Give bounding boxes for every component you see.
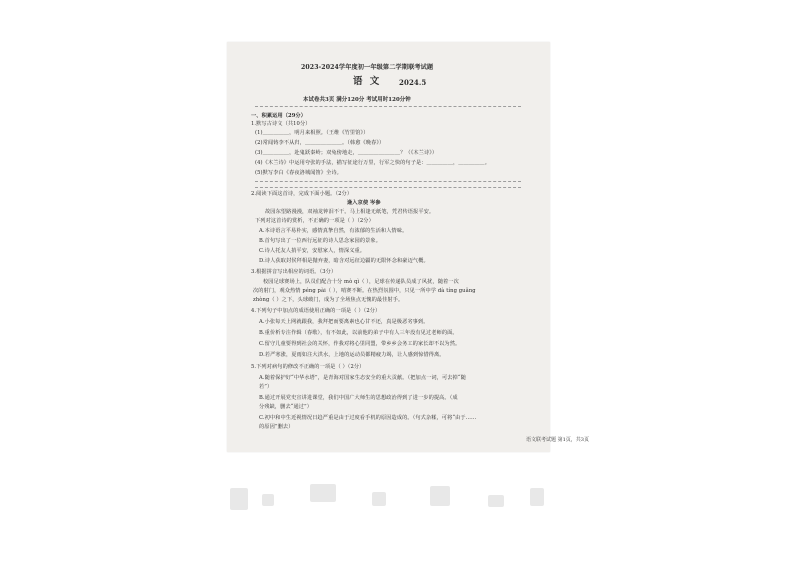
option: A.随着保护好“中华水塔”，是青海对国家生态安全的重大贡献。（把加点一词，可去掉“随 — [259, 375, 466, 381]
scan-artifact — [310, 484, 336, 502]
exam-paper — [227, 42, 550, 452]
exam-meta: 本试卷共3页 满分120分 考试用时120分钟 — [303, 97, 411, 103]
option: B.通过开展党史宣讲进课堂，我们中国广大师生的思想政治得到了进一步的提高。（成 — [259, 395, 458, 401]
poem-title: 逢入京使 岑参 — [347, 200, 381, 206]
option: D.诗人获取封侯拜相是抛弃妻，暗含对远征边疆的无限怀念和豪迈气概。 — [259, 258, 429, 264]
option: B.首句写出了一位西行远征的诗人思念家园的景象。 — [259, 238, 381, 244]
scan-artifact — [530, 488, 544, 506]
question-line: (3)＿＿＿＿＿，赴鬼跃秦岭；双兔傍地走，＿＿＿＿＿＿＿＿？（《木兰诗》） — [255, 150, 438, 156]
poem-text: 故园东望路漫漫，双袖龙钟泪不干。马上相逢无纸笔，凭君传语报平安。 — [265, 209, 435, 215]
exam-date: 2024.5 — [399, 78, 427, 87]
section-heading: 一、积累运用（29分） — [251, 113, 307, 119]
question-line: zhòng（ ）之下，头球破门，成为了全场焦点无愧的最佳射手。 — [253, 297, 404, 303]
option: C.初中和中生近视情况日趋严重是由于过度看手机的原因造成的。（句式杂糅，可将“由于…… — [259, 415, 477, 421]
option: A.本诗语言平易朴实，感情真挚自然，有浓郁的生活和人情味。 — [259, 228, 408, 234]
exam-title: 2023-2024学年度初一年级第二学期联考试题 — [301, 64, 434, 71]
scan-artifact — [372, 492, 386, 506]
scan-artifact — [430, 486, 450, 506]
question-heading: 1.默写古诗文（共10分） — [251, 121, 311, 127]
option: 分残缺，删去“通过”） — [259, 404, 313, 410]
subject-heading: 语 文 — [353, 76, 382, 87]
question-heading: 4.下列句子中加点的成语使用正确的一项是（ ）（2分） — [251, 308, 381, 314]
question-heading: 3.根据拼音写出相应的词语。（3分） — [251, 269, 337, 275]
question-heading: 2.阅读下面这首诗，完成下面小题。（2分） — [251, 191, 353, 197]
option: 若”） — [259, 384, 273, 390]
page-footer: 语文联考试题 第1页，共3页 — [526, 437, 589, 443]
header-divider — [255, 106, 521, 107]
option: B.重价析专注作辑（春歌），有不如此，以前他的弟子中有人三年没有见过老师的面。 — [259, 330, 458, 336]
option: 的原因”删去） — [259, 424, 294, 430]
question-prompt: 下列对这首诗的赏析，不正确的一项是（ ）（2分） — [255, 218, 374, 224]
option: D.若严寒涨，夏雨如注大洪水，上地的运动员都精疲力竭，让人感到惊惜得离。 — [259, 352, 445, 358]
scan-artifact — [230, 488, 248, 510]
question-line: 校园足球赛场上，队员们配合十分 mò qì（ ），足球在传递队员成了风扰，随着一次 — [263, 279, 459, 285]
option: C.留守儿童要得到社会的关怀，作我对将心里同盟，带乡乡会务工的家长却不以为然。 — [259, 341, 461, 347]
scan-artifact — [488, 495, 504, 507]
question-line: (5)默写李白《春夜洛城闻笛》全诗。 — [255, 170, 342, 176]
answer-line — [255, 187, 521, 188]
answer-line — [255, 181, 521, 182]
question-line: (2)常闻铸李不从归，＿＿＿＿＿＿＿。（韩愈《晚春》） — [255, 140, 385, 146]
option: C.诗人托友人捎平安，安慰家人，情深义重。 — [259, 248, 366, 254]
question-heading: 5.下列对病句的修改不正确的一项是（ ）（2分） — [251, 364, 365, 370]
option: A.小张每天上网就跟我，我拜把而要离素也心甘不还，真是极恶劣事到。 — [259, 319, 429, 325]
question-line: 次的射门，观众热情 péng pài（ ），哨赛不断。在热烈氛围中，只见一所中学 dà tíng guǎng — [253, 288, 476, 294]
question-line: (4)《木兰诗》中运用夸张的手法，描写征途行万里，行军之快的句子是：＿＿＿＿＿，＿＿＿＿＿。 — [255, 160, 491, 166]
question-line: (1)＿＿＿＿＿，明月来相照。（王维《竹里馆》） — [255, 130, 369, 136]
scan-artifact — [262, 494, 274, 506]
